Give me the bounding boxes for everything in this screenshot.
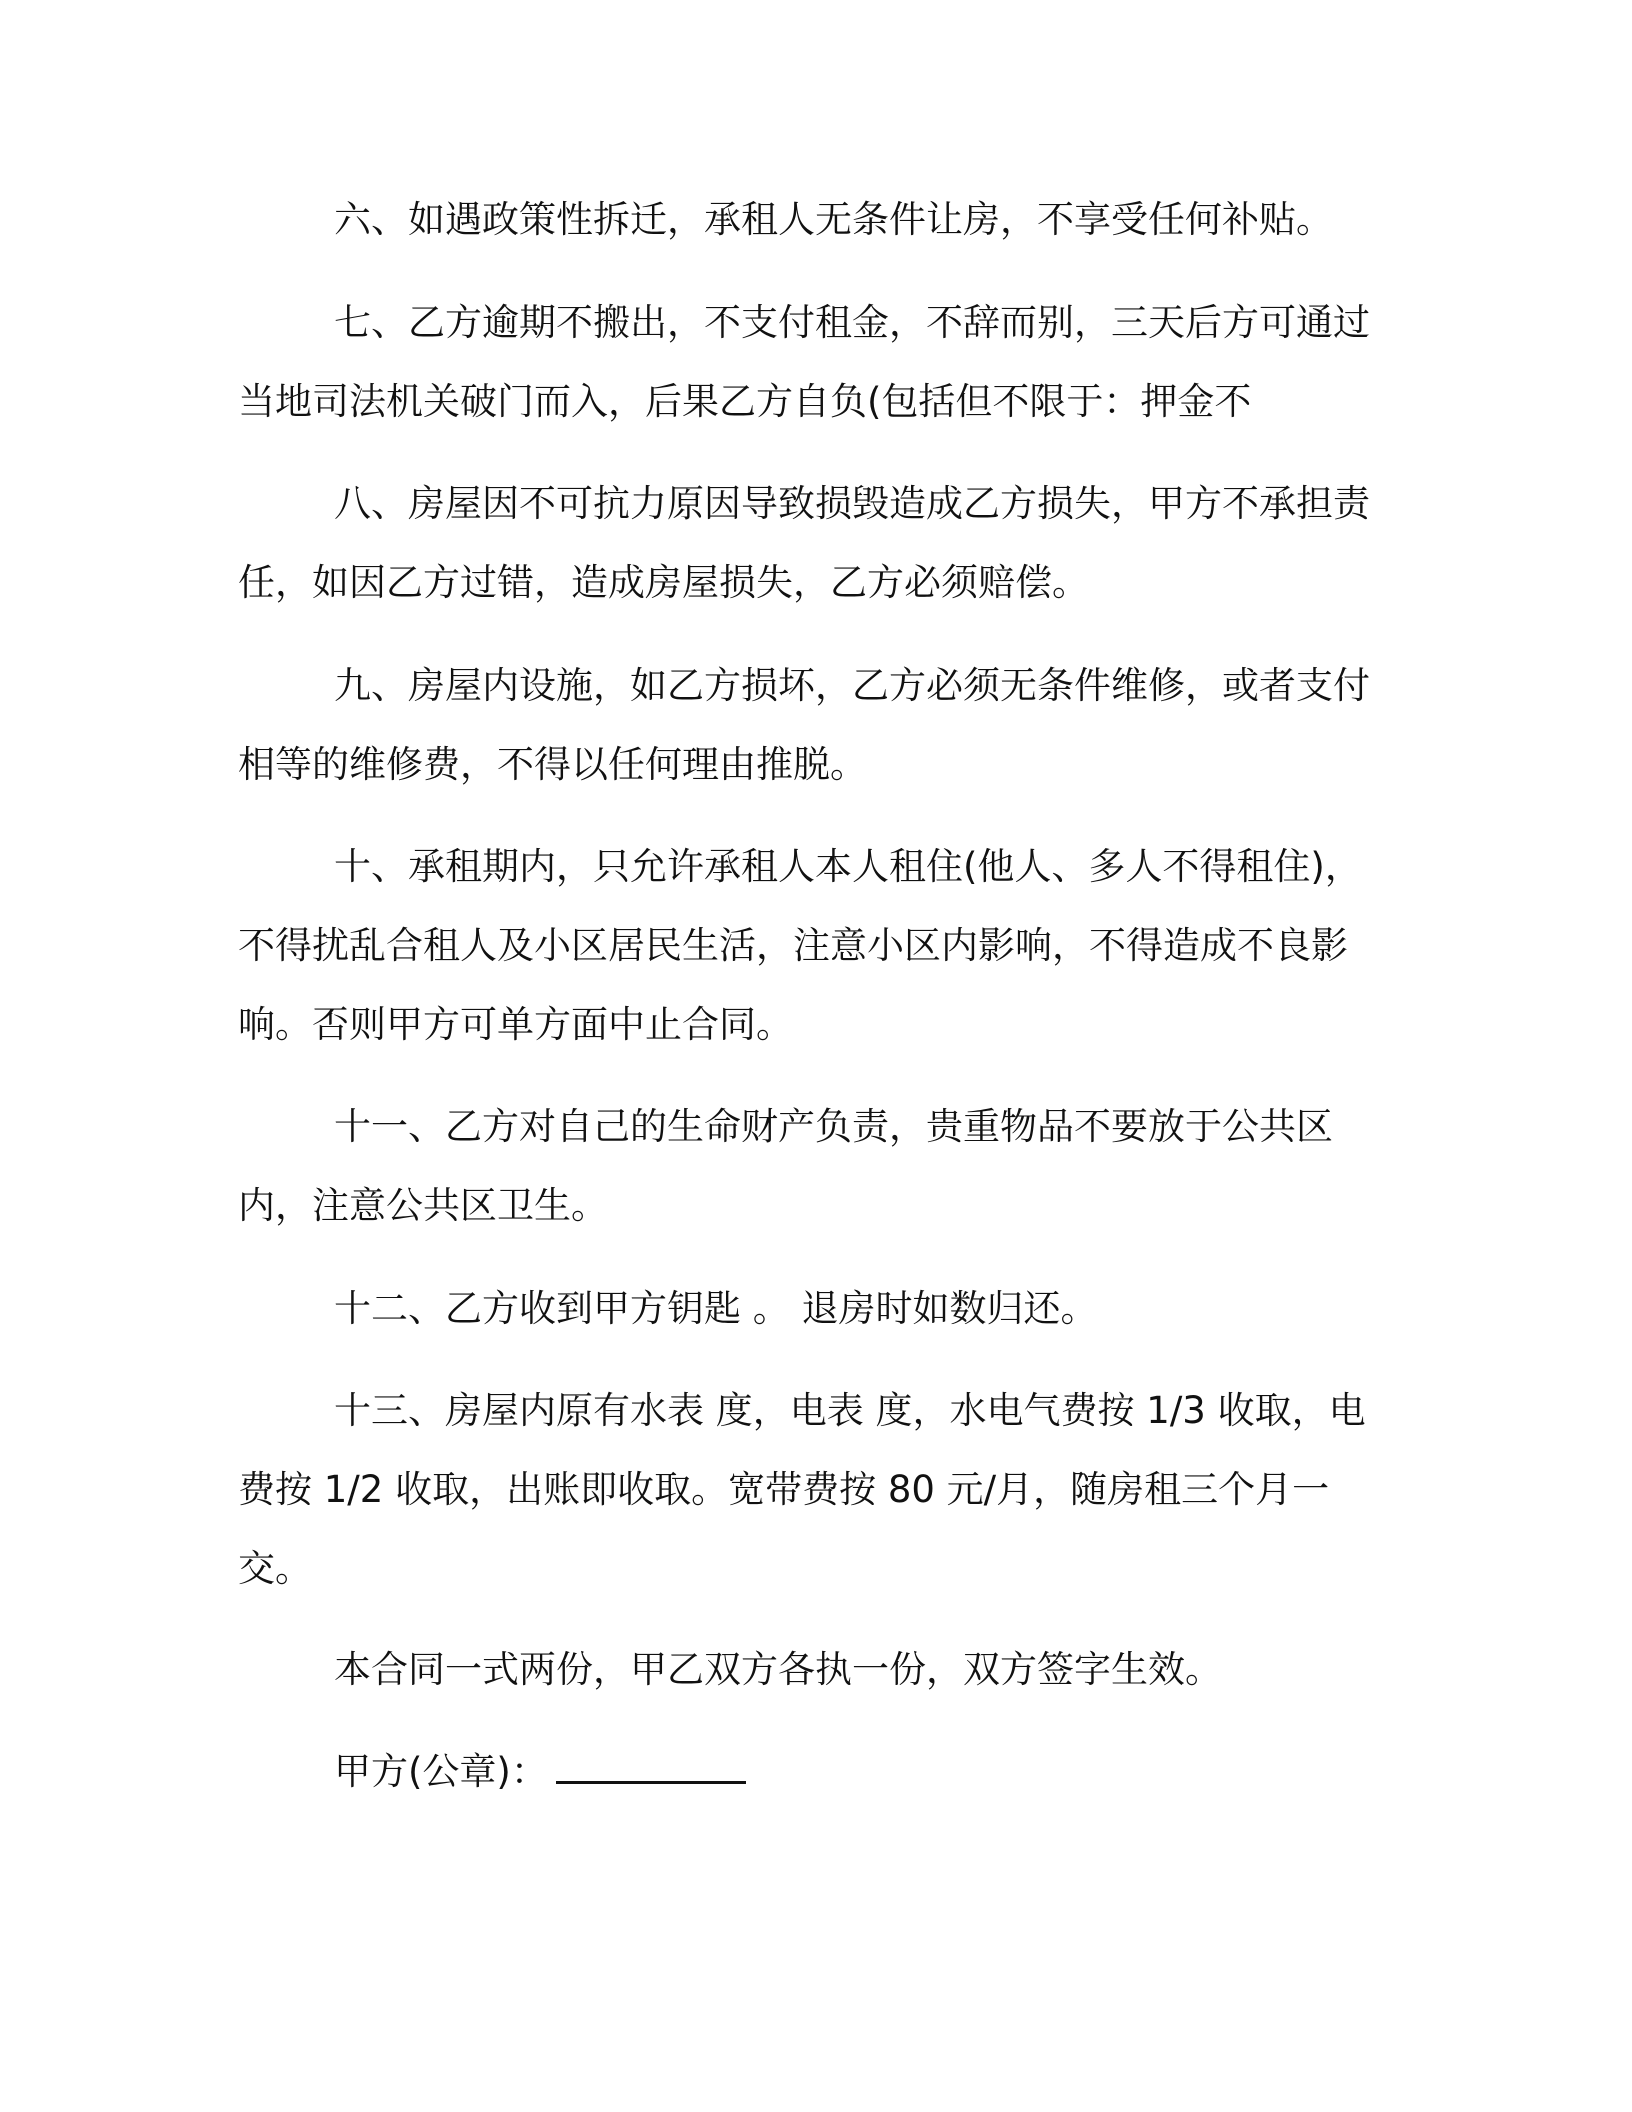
paragraph-line: 本合同一式两份，甲乙双方各执一份，双方签字生效。 <box>334 1648 1222 1691</box>
clause-eleven <box>238 1087 1398 1245</box>
signature-row <box>238 1732 1398 1811</box>
paragraph-line: 八、房屋因不可抗力原因导致损毁造成乙方损失，甲方不承担责 <box>334 482 1370 525</box>
clause-nine <box>238 646 1398 804</box>
paragraph-line: 十、承租期内，只允许承租人本人租住(他人、多人不得租住)， <box>334 845 1362 888</box>
party-a-signature <box>238 1732 1398 1811</box>
paragraph-line: 任，如因乙方过错，造成房屋损失，乙方必须赔偿。 <box>238 561 1089 604</box>
paragraph-line: 十一、乙方对自己的生命财产负责，贵重物品不要放于公共区 <box>334 1105 1333 1148</box>
signature-blank-line <box>556 1753 746 1784</box>
paragraph-line: 六、如遇政策性拆迁，承租人无条件让房，不享受任何补贴。 <box>334 198 1333 241</box>
clause-thirteen <box>238 1371 1398 1608</box>
paragraph-line: 十二、乙方收到甲方钥匙 。 退房时如数归还。 <box>334 1287 1098 1330</box>
paragraph-line: 七、乙方逾期不搬出，不支付租金，不辞而别，三天后方可通过 <box>334 301 1370 344</box>
paragraph-line: 不得扰乱合租人及小区居民生活，注意小区内影响，不得造成不良影 <box>238 924 1348 967</box>
paragraph-line: 费按 1/2 收取，出账即收取。宽带费按 80 元/月，随房租三个月一 <box>238 1468 1330 1511</box>
paragraph-line: 九、房屋内设施，如乙方损坏，乙方必须无条件维修，或者支付 <box>334 664 1370 707</box>
paragraph-line: 十三、房屋内原有水表 度，电表 度，水电气费按 1/3 收取，电 <box>334 1389 1366 1432</box>
paragraph-line: 响。否则甲方可单方面中止合同。 <box>238 1003 793 1046</box>
clause-twelve <box>238 1269 1398 1348</box>
paragraph-line: 内，注意公共区卫生。 <box>238 1184 608 1227</box>
contract-copies-statement <box>238 1630 1398 1709</box>
paragraph-line: 当地司法机关破门而入，后果乙方自负(包括但不限于：押金不 <box>238 380 1252 423</box>
signature-label: 甲方(公章)： <box>334 1750 548 1793</box>
clause-ten <box>238 827 1398 1064</box>
clause-six <box>238 180 1398 259</box>
clause-seven <box>238 283 1398 441</box>
paragraph-line: 交。 <box>238 1547 312 1590</box>
clause-eight <box>238 464 1398 622</box>
paragraph-line: 相等的维修费，不得以任何理由推脱。 <box>238 743 867 786</box>
